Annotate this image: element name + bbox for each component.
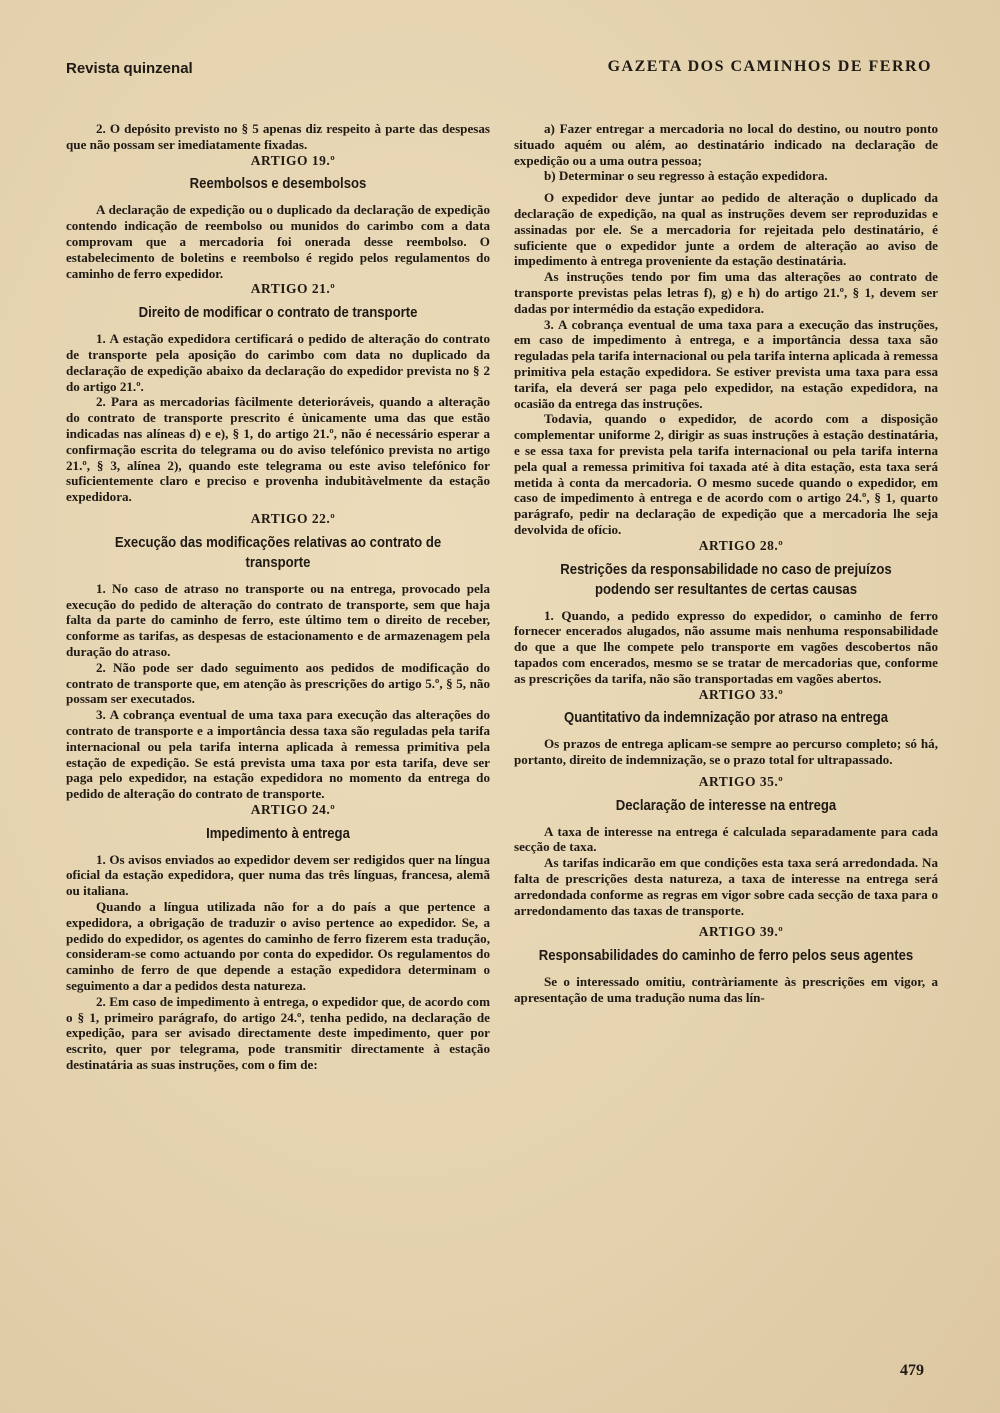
paragraph: O expedidor deve juntar ao pedido de alteração o duplicado da declaração de expedição, na qual as instruções devem ser reproduzidas e assinadas por ele. Se a mercadoria for rejeitada pelo destinatário, é suficiente que o expedidor junte a ordem de alteração ao aviso de impedimento à entrega proveniente da estação destinatária.: [514, 190, 938, 269]
paragraph: 2. Em caso de impedimento à entrega, o expedidor que, de acordo com o § 1, primeiro parágrafo, do artigo 24.º, tenha pedido, na declaração de expedição, para ser avisado directamente deste impedimento, quer por escrito, quer por telegrama, pode transmitir directamente à estação destinatária as suas instruções, com o fim de:: [66, 993, 490, 1073]
paragraph: 3. A cobrança eventual de uma taxa para a execução das instruções, em caso de impedimento à entrega, e a importância dessa taxa são reguladas pela tarifa internacional ou pela tarifa interna aplicada à remessa primitiva pela estação expedidora. Se estiver prevista uma taxa para essa tarifa, ela deverá ser paga pelo expedidor, na estação expedidora, na ocasião da entrega das instruções.: [514, 316, 938, 411]
paragraph: 1. Os avisos enviados ao expedidor devem ser redigidos quer na língua oficial da estação expedidora, quer numa das três línguas, francesa, alemã ou italiana.: [66, 851, 490, 899]
paragraph: A declaração de expedição ou o duplicado da declaração de expedição contendo indicação de reembolso ou munidos do carimbo com a data comprovam que a mercadoria foi onerada desse reembolso. O estabelecimento de boletins e reembolso é regido pelos regulamentos do caminho de ferro expedidor.: [66, 202, 490, 281]
article-number: ARTIGO 35.º: [698, 773, 784, 789]
paragraph: 1. No caso de atraso no transporte ou na entrega, provocado pela execução do pedido de alteração do contrato de transporte, sem que haja falta da parte do caminho de ferro, este último tem o direito de receber, conforme as tarifas, as despesas de estacionamento e de armazenagem pela duração do atraso.: [66, 580, 490, 659]
section-title: Responsabilidades do caminho de ferro pelos seus agentes: [538, 948, 914, 965]
article-number: ARTIGO 39.º: [698, 924, 784, 940]
article-number: ARTIGO 21.º: [250, 281, 336, 297]
paragraph: 1. A estação expedidora certificará o pedido de alteração do contrato de transporte pela aposição do carimbo com data no duplicado da declaração de expedição abaixo da declaração do expedidor prevista no § 2 do artigo 21.º.: [66, 331, 490, 394]
paragraph: 2. Para as mercadorias fàcilmente deterioráveis, quando a alteração do contrato de transporte prescrito é ùnicamente uma das que estão indicadas nas alíneas d) e e), § 1, do artigo 21.º, não é necessário esperar a confirmação escrita do telegrama ou do aviso telefónico prevista no artigo 21.º, § 3, alínea 2), quando este telegrama ou este aviso telefónico for suficientemente claro e preciso e provenha indubitàvelmente da estação expedidora.: [66, 394, 490, 505]
paragraph: Todavia, quando o expedidor, de acordo com a disposição complementar uniforme 2, dirigir as suas instruções à estação destinatária, e se essa taxa for prevista pela tarifa internacional ou pela tarifa interna pela qual a remessa primitiva foi taxada até à dita estação, esta taxa será metida à conta da mercadoria. O mesmo sucede quando o expedidor, em caso de impedimento à entrega e de acordo com o artigo 24.º, § 1, quarto parágrafo, pedir na declaração de expedição que a mercadoria lhe seja devolvida de ofício.: [514, 411, 938, 537]
section-title: Restrições da responsabilidade no caso de prejuízos podendo ser resultantes de certas causas: [560, 561, 892, 598]
paragraph: 1. Quando, a pedido expresso do expedidor, o caminho de ferro fornecer encerados alugados, não assume mais nenhuma responsabilidade do que a que lhe compete pelo transporte em vagões descobertos não tapados com encerados, mesmo se se tratar de mercadorias que, conforme as prescrições da tarifa, não são transportadas em vagões abertos.: [514, 607, 938, 686]
section-title: Reembolsos e desembolsos: [189, 176, 367, 193]
running-header: [66, 56, 932, 82]
paragraph: Os prazos de entrega aplicam-se sempre ao percurso completo; só há, portanto, direito de indemnização, se o prazo total for ultrapassado.: [514, 736, 938, 768]
paragraph: 2. Não pode ser dado seguimento aos pedidos de modificação do contrato de transporte que, em atenção às prescrições do artigo 5.º, § 5, não possam ser executados.: [66, 659, 490, 707]
paragraph: 2. O depósito previsto no § 5 apenas diz respeito à parte das despesas que não possam ser imediatamente fixadas.: [66, 121, 490, 152]
paragraph: As tarifas indicarão em que condições esta taxa será arredondada. Na falta de prescrições desta natureza, a taxa de interesse na entrega será arredondada conforme as regras em vigor sobre cada secção de taxa para o arredondamento das taxas de transporte.: [514, 855, 938, 918]
article-number: ARTIGO 19.º: [250, 152, 336, 168]
section-title: Execução das modificações relativas ao contrato de transporte: [114, 534, 442, 571]
page-number: 479: [900, 1362, 924, 1379]
paragraph: 3. A cobrança eventual de uma taxa para execução das alterações do contrato de transporte e a importância dessa taxa são reguladas pela tarifa internacional ou pela tarifa interna aplicada à remessa primitiva pela estação de expedição. Se está prevista uma taxa por esta tarifa, deve ser paga pelo expedidor, na estação expedidora no momento da entrega do pedido de alteração do contrato de transporte.: [66, 707, 490, 802]
header-right: GAZETA DOS CAMINHOS DE FERRO: [607, 58, 932, 75]
article-number: ARTIGO 33.º: [698, 686, 784, 702]
article-number: ARTIGO 28.º: [698, 537, 784, 553]
paragraph: Quando a língua utilizada não for a do país a que pertence a expedidora, a obrigação de traduzir o aviso pertence ao expedidor. Se, a pedido do expedidor, os agentes do caminho de ferro fizerem esta tradução, consideram-se como actuando por conta do expedidor. Os regulamentos do caminho de ferro de que depende a estação expedidora determinam o seguimento a dar a pedidos desta natureza.: [66, 899, 490, 994]
right-column: [514, 121, 938, 1006]
section-title: Quantitativo da indemnização por atraso na entrega: [563, 710, 889, 727]
article-number: ARTIGO 24.º: [250, 801, 336, 817]
left-column: [66, 121, 490, 1073]
section-title: Impedimento à entrega: [206, 825, 350, 842]
paragraph: a) Fazer entregar a mercadoria no local do destino, ou noutro ponto situado aquém ou além, ao destinatário indicado na declaração de expedição ou a uma outra pessoa;: [514, 121, 938, 168]
section-title: Direito de modificar o contrato de transporte: [138, 305, 418, 322]
paragraph: b) Determinar o seu regresso à estação expedidora.: [544, 168, 828, 184]
header-left: Revista quinzenal: [66, 60, 193, 77]
article-number: ARTIGO 22.º: [250, 510, 336, 526]
section-title: Declaração de interesse na entrega: [615, 797, 837, 814]
paragraph: Se o interessado omitiu, contràriamente às prescrições em vigor, a apresentação de uma tradução numa das lín-: [514, 974, 938, 1006]
paragraph: As instruções tendo por fim uma das alterações ao contrato de transporte previstas pelas letras f), g) e h) do artigo 21.º, § 1, devem ser dadas por intermédio da estação expedidora.: [514, 269, 938, 316]
paragraph: A taxa de interesse na entrega é calculada separadamente para cada secção de taxa.: [514, 823, 938, 855]
